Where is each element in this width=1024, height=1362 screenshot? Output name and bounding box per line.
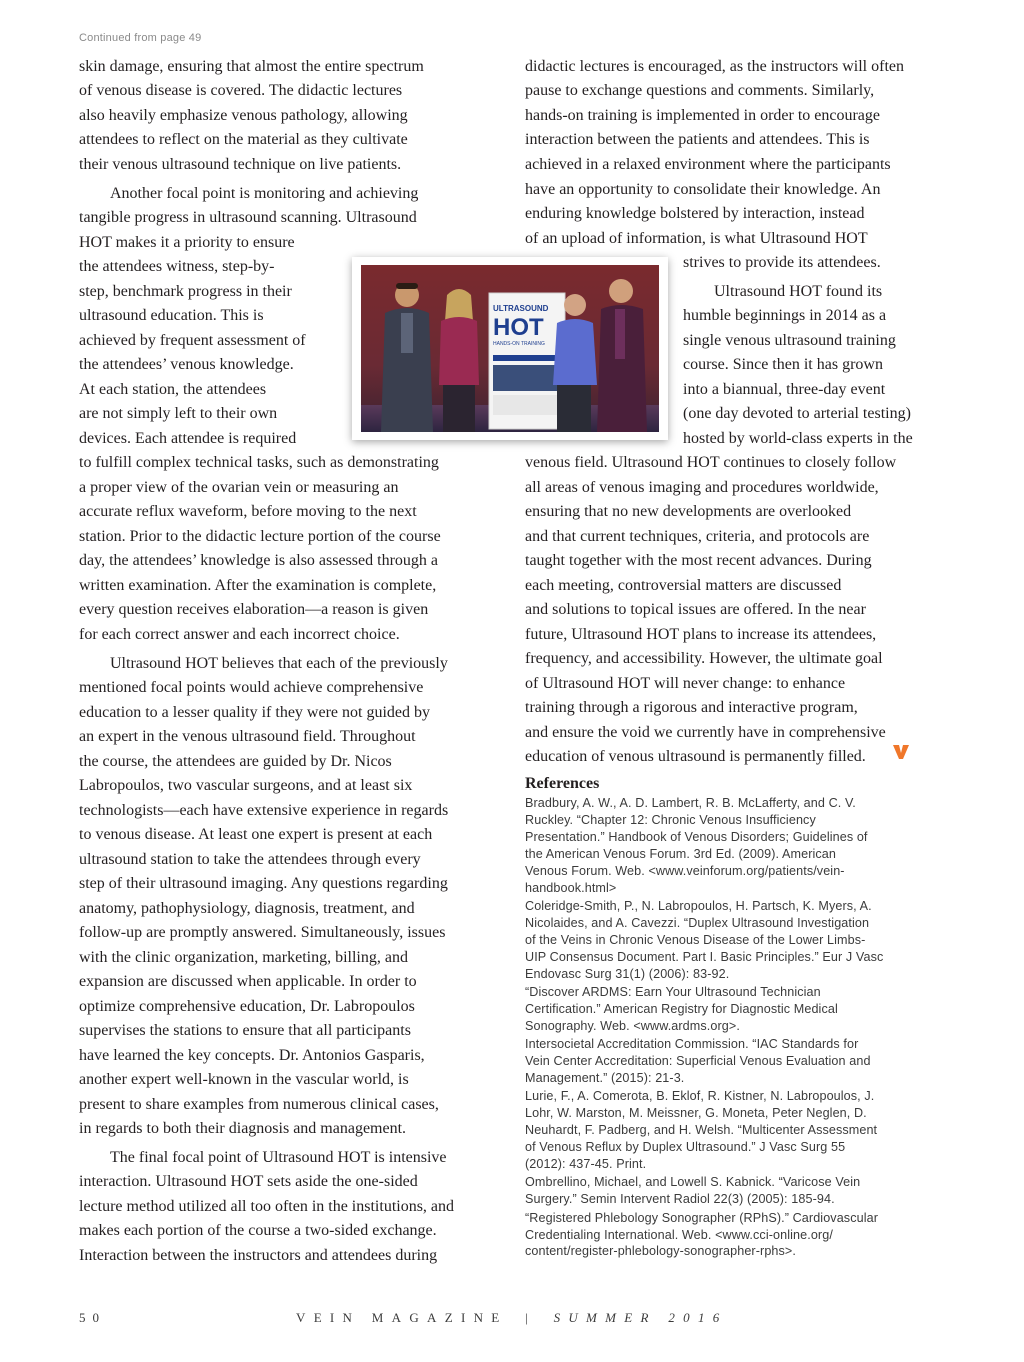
reference-line: Presentation.” Handbook of Venous Disorders; Guidelines of [525, 829, 868, 844]
left-text-line: also heavily emphasize venous pathology, allowing [79, 107, 408, 124]
left-text-line: written examination. After the examination is complete, [79, 577, 437, 594]
right-text-line: and solutions to topical issues are offered. In the near [525, 601, 866, 618]
left-text-line: the course, the attendees are guided by Dr. Nicos [79, 753, 392, 770]
reference-line: Surgery.” Semin Intervent Radiol 22(3) (2005): 185-94. [525, 1192, 835, 1207]
reference-line: Ruckley. “Chapter 12: Chronic Venous Insufficiency [525, 812, 816, 827]
left-text-line: their venous ultrasound technique on live patients. [79, 156, 402, 173]
right-text-line: (one day devoted to arterial testing) [683, 405, 911, 422]
reference-line: Sonography. Web. <www.ardms.org>. [525, 1018, 740, 1033]
left-text-line: an expert in the venous ultrasound field. Throughout [79, 728, 416, 745]
reference-line: Bradbury, A. W., A. D. Lambert, R. B. McLafferty, and C. V. [525, 796, 856, 810]
left-text-line: The final focal point of Ultrasound HOT is intensive [110, 1149, 447, 1166]
reference-line: “Registered Phlebology Sonographer (RPhS).” Cardiovascular [525, 1210, 879, 1225]
right-text-line: ensuring that no new developments are overlooked [525, 503, 852, 520]
left-text-line: station. Prior to the didactic lecture portion of the course [79, 528, 441, 545]
reference-line: Coleridge-Smith, P., N. Labropoulos, H. Partsch, K. Myers, A. [525, 898, 872, 913]
left-text-line: lecture method utilized all too often in the institutions, and [79, 1198, 455, 1215]
left-text-line: are not simply left to their own [79, 405, 278, 422]
left-text-line: for each correct answer and each incorrect choice. [79, 626, 400, 643]
left-text-line: step of their ultrasound imaging. Any questions regarding [79, 875, 448, 892]
left-text-line: At each station, the attendees [79, 381, 267, 398]
left-text-line: mentioned focal points would achieve comprehensive [79, 679, 424, 696]
reference-line: Management.” (2015): 21-3. [525, 1070, 685, 1085]
left-text-line: supervises the stations to ensure that all participants [79, 1022, 411, 1039]
left-text-line: ultrasound education. This is [79, 307, 264, 324]
right-text-line: of an upload of information, is what Ultrasound HOT [525, 230, 868, 247]
left-text-line: to venous disease. At least one expert is present at each [79, 826, 433, 843]
left-text-line: follow-up are promptly answered. Simultaneously, issues [79, 924, 446, 941]
right-text-line: and ensure the void we currently have in comprehensive [525, 724, 886, 741]
right-text-line: education of venous ultrasound is permanently filled. [525, 748, 866, 765]
references-heading: References [525, 775, 600, 792]
left-text-line: step, benchmark progress in their [79, 283, 292, 300]
left-text-line: expansion are discussed when applicable. In order to [79, 973, 417, 990]
page-number: 50 [79, 1310, 106, 1325]
reference-line: (2012): 437-45. Print. [525, 1156, 647, 1171]
left-text-line: Interaction between the instructors and attendees during [79, 1247, 438, 1264]
left-text-line: another expert well-known in the vascular world, is [79, 1071, 409, 1088]
reference-line: Venous Forum. Web. <www.veinforum.org/patients/vein- [525, 863, 845, 878]
banner-text-3: HANDS-ON TRAINING [493, 341, 545, 347]
reference-line: Certification.” American Registry for Diagnostic Medical [525, 1001, 838, 1016]
left-text-line: makes each portion of the course a two-sided exchange. [79, 1222, 437, 1239]
left-text-line: technologists—each have extensive experience in regards [79, 802, 449, 819]
right-text-line: frequency, and accessibility. However, the ultimate goal [525, 650, 883, 667]
reference-line: content/register-phlebology-sonographer-rphs>. [525, 1244, 796, 1259]
issue-date: SUMMER 2016 [553, 1310, 728, 1325]
right-text-line: interaction between the patients and attendees. This is [525, 131, 870, 148]
left-text-line: skin damage, ensuring that almost the entire spectrum [79, 58, 424, 75]
footer-masthead [296, 1310, 728, 1326]
right-text-line: Ultrasound HOT found its [714, 283, 883, 300]
right-text-line: humble beginnings in 2014 as a [683, 307, 887, 324]
left-text-line: ultrasound station to take the attendees through every [79, 851, 421, 868]
right-text-line: and that current techniques, criteria, and protocols are [525, 528, 870, 545]
right-text-line: venous field. Ultrasound HOT continues to closely follow [525, 454, 897, 471]
left-text-line: to fulfill complex technical tasks, such as demonstrating [79, 454, 439, 471]
left-text-line: day, the attendees’ knowledge is also assessed through a [79, 552, 439, 569]
reference-line: the American Venous Forum. 3rd Ed. (2009). American [525, 846, 837, 861]
left-text-line: attendees to reflect on the material as they cultivate [79, 131, 408, 148]
left-text-line: achieved by frequent assessment of [79, 332, 306, 349]
event-photo [352, 257, 668, 440]
photo-image [361, 265, 659, 432]
right-text-line: strives to provide its attendees. [683, 254, 881, 271]
left-text-line: of venous disease is covered. The didactic lectures [79, 82, 403, 99]
reference-line: Neuhardt, F. Padberg, and H. Welsh. “Multicenter Assessment [525, 1123, 878, 1138]
right-text-line: all areas of venous imaging and procedures worldwide, [525, 479, 879, 496]
reference-line: Lurie, F., A. Comerota, B. Eklof, R. Kistner, N. Labropoulos, J. [525, 1089, 875, 1104]
right-text-line: have an opportunity to consolidate their knowledge. An [525, 181, 881, 198]
magazine-name: VEIN MAGAZINE [296, 1310, 508, 1325]
left-text-line: devices. Each attendee is required [79, 430, 297, 447]
left-text-line: optimize comprehensive education, Dr. Labropoulos [79, 998, 415, 1015]
left-text-line: every question receives elaboration—a reason is given [79, 601, 429, 618]
left-text-line: accurate reflux waveform, before moving to the next [79, 503, 417, 520]
right-text-line: didactic lectures is encouraged, as the instructors will often [525, 58, 904, 75]
left-text-line: anatomy, pathophysiology, diagnosis, treatment, and [79, 900, 415, 917]
reference-line: Credentialing International. Web. <www.cci-online.org/ [525, 1227, 833, 1242]
right-text-line: achieved in a relaxed environment where the participants [525, 156, 891, 173]
left-text-line: Another focal point is monitoring and achieving [110, 185, 419, 202]
right-text-line: each meeting, controversial matters are discussed [525, 577, 842, 594]
right-text-line: single venous ultrasound training [683, 332, 896, 349]
reference-line: Endovasc Surg 31(1) (2006): 83-92. [525, 966, 730, 981]
reference-line: Lohr, W. Marston, M. Meissner, G. Moneta, Peter Neglen, D. [525, 1106, 867, 1121]
banner-text-2: HOT [493, 314, 544, 341]
reference-line: of Venous Reflux by Duplex Ultrasound.” J Vasc Surg 55 [525, 1140, 846, 1154]
continued-note: Continued from page 49 [79, 32, 202, 44]
banner-text-1: ULTRASOUND [493, 304, 549, 313]
reference-line: UIP Consensus Document. Part I. Basic Principles.” Eur J Vasc [525, 949, 884, 964]
left-text-line: have learned the key concepts. Dr. Antonios Gasparis, [79, 1047, 425, 1064]
left-text-line: Ultrasound HOT believes that each of the previously [110, 655, 448, 672]
left-text-line: the attendees witness, step-by- [79, 258, 275, 275]
right-text-line: enduring knowledge bolstered by interaction, instead [525, 205, 865, 222]
reference-line: of the Veins in Chronic Venous Disease of the Lower Limbs- [525, 932, 866, 947]
left-text-line: HOT makes it a priority to ensure [79, 234, 295, 251]
left-text-line: interaction. Ultrasound HOT sets aside the one-sided [79, 1173, 418, 1190]
right-text-line: of Ultrasound HOT will never change: to enhance [525, 675, 846, 692]
reference-line: Nicolaides, and A. Cavezzi. “Duplex Ultrasound Investigation [525, 915, 870, 930]
right-text-line: into a biannual, three-day event [683, 381, 886, 398]
reference-line: Intersocietal Accreditation Commission. “IAC Standards for [525, 1037, 859, 1052]
right-text-line: hosted by world-class experts in the [683, 430, 913, 447]
left-text-line: education to a lesser quality if they were not guided by [79, 704, 431, 721]
left-text-line: a proper view of the ovarian vein or measuring an [79, 479, 399, 496]
left-text-line: Labropoulos, two vascular surgeons, and at least six [79, 777, 413, 794]
vein-logo-icon [892, 744, 910, 760]
left-text-line: the attendees’ venous knowledge. [79, 356, 294, 373]
reference-line: handbook.html> [525, 880, 617, 895]
left-text-line: in regards to both their diagnosis and management. [79, 1120, 407, 1137]
right-text-line: course. Since then it has grown [683, 356, 883, 373]
left-text-line: present to share examples from numerous clinical cases, [79, 1096, 439, 1113]
reference-line: Ombrellino, Michael, and Lowell S. Kabnick. “Varicose Vein [525, 1175, 861, 1190]
reference-line: “Discover ARDMS: Earn Your Ultrasound Technician [525, 984, 821, 999]
right-text-line: training through a rigorous and interactive program, [525, 699, 858, 716]
left-text-line: with the clinic organization, marketing, billing, and [79, 949, 408, 966]
right-text-line: taught together with the most recent advances. During [525, 552, 872, 569]
footer-separator: | [525, 1310, 536, 1325]
right-text-line: pause to exchange questions and comments. Similarly, [525, 82, 875, 99]
right-text-line: future, Ultrasound HOT plans to increase its attendees, [525, 626, 877, 643]
right-text-line: hands-on training is implemented in order to encourage [525, 107, 881, 124]
reference-line: Vein Center Accreditation: Superficial Venous Evaluation and [525, 1054, 871, 1068]
left-text-line: tangible progress in ultrasound scanning. Ultrasound [79, 209, 417, 226]
